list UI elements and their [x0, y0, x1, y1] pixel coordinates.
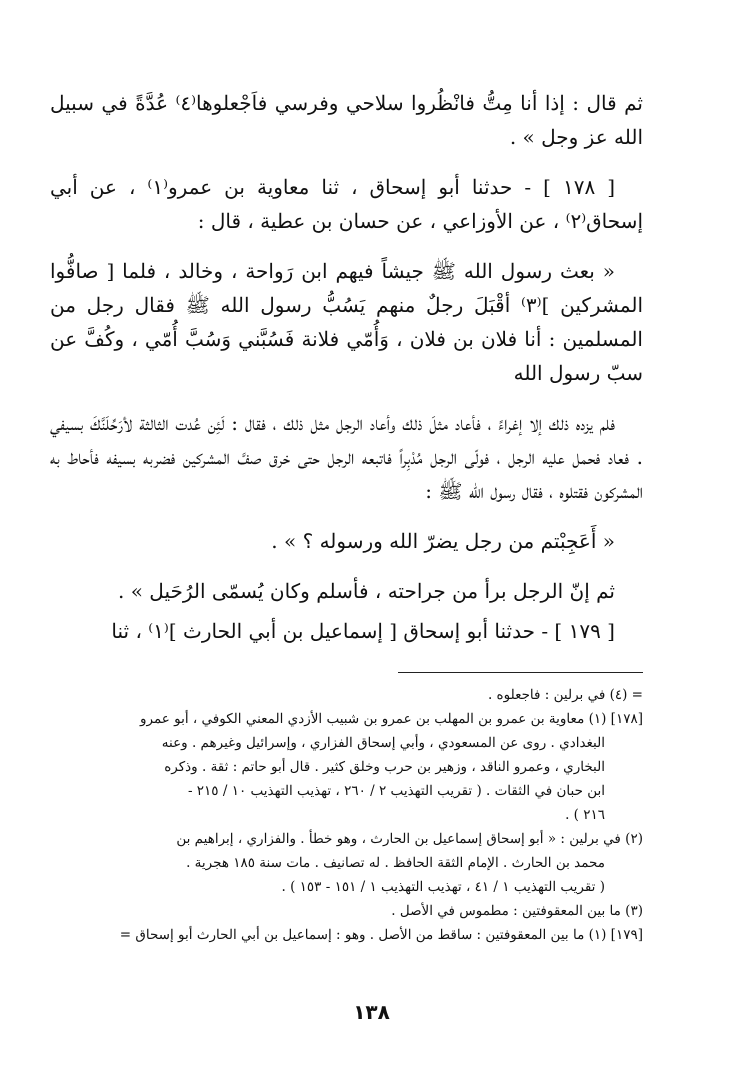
footnote-divider [398, 672, 643, 673]
paragraph: [ ١٧٨ ] - حدثنا أبو إسحاق ، ثنا معاوية بن عمرو⁽١⁾ ، عن أبي إسحاق⁽٢⁾ ، عن الأوزاعي ، عن حسان بن عطية ، قال : [50, 175, 643, 233]
footnote-line: ٢١٦ ) . [565, 807, 605, 823]
footnote-line: محمد بن الحارث . الإمام الثقة الحافظ . له تصانيف . مات سنة ١٨٥ هجرية . [186, 855, 605, 871]
footnote-line: [١٧٩] (١) ما بين المعقوفتين : ساقط من الأصل . وهو : إسماعيل بن أبي الحارث أبو إسحاق = [119, 927, 643, 943]
paragraph: [ ١٧٩ ] - حدثنا أبو إسحاق [ إسماعيل بن أبي الحارث ]⁽١⁾ ، ثنا [111, 619, 615, 643]
footnote-line: (٢) في برلين : « أبو إسحاق إسماعيل بن الحارث ، وهو خطأ . والفزاري ، إبراهيم بن [176, 831, 643, 847]
paragraph: ثم قال : إذا أنا مِتُّ فانْظُروا سلاحي وفرسي فاَجْعلوها⁽٤⁾ عُدَّةً في سبيل الله عز وجل » . [50, 91, 643, 149]
footnotes [30, 684, 643, 948]
footnote-line: ابن حبان في الثقات . ( تقريب التهذيب ٢ / ٢٦٠ ، تهذيب التهذيب ١٠ / ٢١٥ - [187, 783, 605, 799]
footnote-line: = (٤) في برلين : فاجعلوه . [487, 687, 643, 703]
footnote-line: (٣) ما بين المعقوفتين : مطموس في الأصل . [391, 903, 643, 919]
footnote-line: البغدادي . روى عن المسعودي ، وأبي إسحاق الفزاري ، وإسرائيل وغيرهم . وعنه [161, 735, 605, 751]
page-number: ١٣٨ [353, 1000, 390, 1024]
footnote-line: البخاري ، وعمرو الناقد ، وزهير بن حرب وخلق كثير . قال أبو حاتم : ثقة . وذكره [164, 759, 605, 775]
main-text [50, 86, 643, 664]
paragraph: « بعث رسول الله ﷺ جيشاً فيهم ابن رَواحة ، وخالد ، فلما [ صافُّوا المشركين ]⁽٣⁾ أقْبَلَ رجلٌ منهم يَسُبُّ رسول الله ﷺ فقال رجل من المسلمين : أنا فلان بن فلان ، وَأُمّي فلانة فَسُبَّني وَسُبَّ أُمّي ، وكُفَّ عن سبّ رسول الله [50, 259, 643, 385]
footnote-line: ( تقريب التهذيب ١ / ٤١ ، تهذيب التهذيب ١ / ١٥١ - ١٥٣ ) . [281, 879, 605, 895]
paragraph: « أَعَجِبْتم من رجل يضرّ الله ورسوله ؟ » . [271, 529, 615, 553]
footnote-line: [١٧٨] (١) معاوية بن عمرو بن المهلب بن عمرو بن شبيب الأزدي المعني الكوفي ، أبو عمرو [140, 711, 643, 727]
paragraph: فلم يزده ذلك إلا إغراءً ، فأعاد مثلَ ذلك وأعاد الرجل مثل ذلك ، فقال : لَئِن عُدت الثالثة لأرَحِّلَنَّكَ بسيفي . فعاد فحمل عليه الرجل ، فولّى الرجل مُدْبِراً فاتبعه الرجل حتى خرق صفَّ المشركين فضربه بسيفه فأحاط به المشركون فقتلوه ، فقال رسول الله ﷺ : [50, 411, 643, 503]
paragraph: ثم إنّ الرجل برأ من جراحته ، فأسلم وكان يُسمّى الرُحَيل » . [117, 579, 615, 603]
